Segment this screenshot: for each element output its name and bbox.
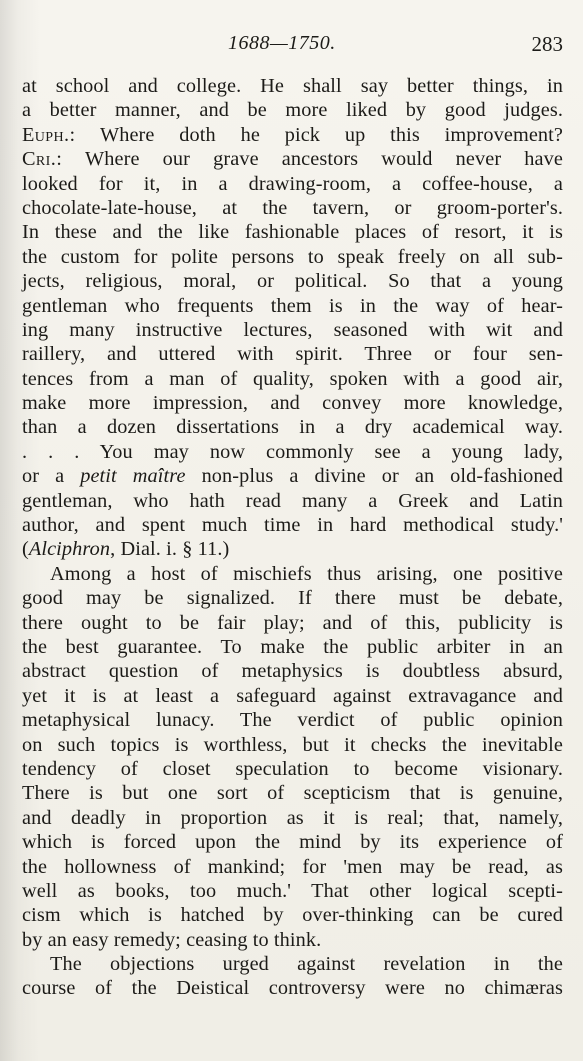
- citation-line: (Alciphron, Dial. i. § 11.): [22, 538, 230, 561]
- text-line: make more impression, and convey more knowledge,: [22, 392, 563, 415]
- text-line: In these and the like fashionable places of resort, it is: [22, 221, 563, 244]
- text-line: There is but one sort of scepticism that is genuine,: [22, 782, 563, 805]
- page-header: [0, 32, 583, 60]
- text-line: metaphysical lunacy. The verdict of public opinion: [22, 709, 563, 732]
- text-line: which is forced upon the mind by its experience of: [22, 831, 563, 854]
- text-line: abstract question of metaphysics is doubtless absurd,: [22, 660, 563, 683]
- text-line: a better manner, and be more liked by good judges.: [22, 99, 563, 122]
- speaker-name: Euph.:: [22, 123, 76, 146]
- text-line: tences from a man of quality, spoken with a good air,: [22, 367, 563, 390]
- text-line: the hollowness of mankind; for 'men may be read, as: [22, 855, 563, 878]
- italic-title: Alciphron: [28, 538, 111, 561]
- text-line: raillery, and uttered with spirit. Three or four sen-: [22, 343, 563, 366]
- paragraph-end-line: by an easy remedy; ceasing to think.: [22, 928, 322, 951]
- text-line: author, and spent much time in hard methodical study.': [22, 514, 563, 537]
- paragraph-start-line: Among a host of mischiefs thus arising, one positive: [50, 562, 563, 585]
- text-line: gentleman, who hath read many a Greek and Latin: [22, 489, 563, 512]
- text-line: yet it is at least a safeguard against extravagance and: [22, 684, 563, 707]
- text-line: there ought to be fair play; and of this, publicity is: [22, 611, 563, 634]
- italic-phrase: petit maître: [80, 465, 186, 488]
- text-line: Euph.: Where doth he pick up this improvement?: [22, 123, 563, 146]
- body-text: [22, 74, 563, 1001]
- text-line: on such topics is worthless, but it checks the inevitable: [22, 733, 563, 756]
- text-line: good may be signalized. If there must be debate,: [22, 587, 563, 610]
- text-line: at school and college. He shall say better things, in: [22, 75, 563, 97]
- text-line: the custom for polite persons to speak freely on all sub-: [22, 245, 563, 268]
- text-line: jects, religious, moral, or political. So that a young: [22, 270, 563, 293]
- text-line: well as books, too much.' That other logical scepti-: [22, 879, 563, 902]
- text-line: tendency of closet speculation to become visionary.: [22, 757, 563, 780]
- paragraph-start-line: The objections urged against revelation in the: [50, 953, 563, 976]
- text-line: cism which is hatched by over-thinking can be cured: [22, 904, 563, 927]
- text-line: and deadly in proportion as it is real; that, namely,: [22, 806, 563, 829]
- speaker-name: Cri.:: [22, 148, 63, 171]
- text-line: gentleman who frequents them is in the way of hear-: [22, 294, 563, 317]
- text-line: chocolate-late-house, at the tavern, or groom-porter's.: [22, 196, 563, 219]
- running-head: 1688—1750.: [228, 32, 336, 54]
- text-line: the best guarantee. To make the public arbiter in an: [22, 635, 563, 658]
- text-line: . . . You may now commonly see a young lady,: [22, 440, 563, 463]
- text-line: course of the Deistical controversy were no chimæras: [22, 977, 563, 1000]
- text-line: ing many instructive lectures, seasoned with wit and: [22, 318, 563, 341]
- page-number: 283: [531, 32, 563, 56]
- text-line: Cri.: Where our grave ancestors would never have: [22, 148, 563, 171]
- text-line: looked for it, in a drawing-room, a coffee-house, a: [22, 172, 563, 195]
- text-line: than a dozen dissertations in a dry academical way.: [22, 416, 563, 439]
- text-line: or a petit maître non-plus a divine or an old-fashioned: [22, 465, 563, 488]
